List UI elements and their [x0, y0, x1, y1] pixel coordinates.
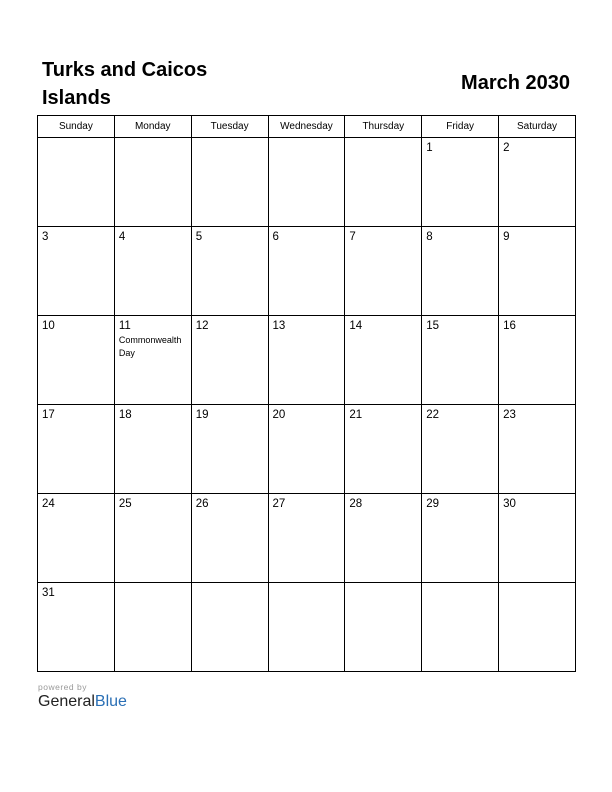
day-cell [114, 405, 191, 494]
day-cell [38, 227, 115, 316]
weekday-header: Monday [114, 116, 191, 138]
day-number: 24 [42, 498, 55, 510]
brand-logo-general: General [38, 693, 95, 710]
day-number: 11 [118, 320, 131, 332]
day-number: 12 [195, 320, 209, 332]
day-cell [345, 494, 422, 583]
day-number: 6 [272, 231, 279, 243]
day-cell [38, 405, 115, 494]
day-cell [191, 405, 268, 494]
day-cell [345, 405, 422, 494]
day-cell [38, 316, 115, 405]
day-cell [422, 138, 499, 227]
day-cell [268, 138, 345, 227]
day-cell [345, 227, 422, 316]
day-number: 26 [195, 498, 209, 510]
week-row [38, 405, 576, 494]
day-number: 28 [349, 498, 363, 510]
day-number: 16 [503, 320, 516, 332]
day-number: 25 [118, 498, 132, 510]
day-number: 15 [426, 320, 440, 332]
day-cell [422, 316, 499, 405]
day-number: 27 [272, 498, 286, 510]
weekday-header: Wednesday [268, 116, 345, 138]
brand-logo [38, 693, 127, 711]
day-number: 21 [349, 409, 363, 421]
holiday-label: Commonwealth Day [118, 335, 182, 358]
day-number: 2 [503, 142, 510, 154]
day-cell [345, 316, 422, 405]
day-number: 13 [272, 320, 286, 332]
day-number: 23 [503, 409, 516, 421]
day-cell [191, 583, 268, 672]
weekday-header: Sunday [38, 116, 115, 138]
day-cell [38, 583, 115, 672]
day-cell [422, 494, 499, 583]
day-number: 30 [503, 498, 516, 510]
day-cell [38, 138, 115, 227]
day-number: 9 [503, 231, 510, 243]
calendar-region-title: Turks and Caicos Islands [42, 59, 208, 109]
day-cell [499, 227, 576, 316]
brand-logo-blue: Blue [94, 693, 127, 710]
weekday-header: Tuesday [191, 116, 268, 138]
day-number: 18 [118, 409, 132, 421]
day-number: 29 [426, 498, 440, 510]
footer-branding [38, 682, 127, 711]
day-cell [268, 405, 345, 494]
day-cell [422, 583, 499, 672]
day-cell [499, 494, 576, 583]
day-number: 17 [42, 409, 55, 421]
day-cell [268, 227, 345, 316]
day-cell [422, 405, 499, 494]
week-row [38, 227, 576, 316]
day-cell [268, 583, 345, 672]
weekday-header-row [38, 116, 576, 138]
powered-by-label: powered by [38, 682, 87, 692]
calendar-grid [37, 115, 576, 672]
day-number: 7 [349, 231, 356, 243]
calendar-month-title: March 2030 [461, 72, 570, 94]
day-number: 19 [195, 409, 209, 421]
week-row [38, 494, 576, 583]
day-cell [114, 494, 191, 583]
day-number: 22 [426, 409, 440, 421]
day-cell [268, 316, 345, 405]
day-cell [114, 138, 191, 227]
day-cell [114, 227, 191, 316]
day-cell [268, 494, 345, 583]
day-number: 10 [42, 320, 55, 332]
day-cell [191, 494, 268, 583]
day-cell [191, 316, 268, 405]
day-number: 3 [42, 231, 49, 243]
weekday-header: Saturday [499, 116, 576, 138]
weekday-header: Thursday [345, 116, 422, 138]
week-row [38, 583, 576, 672]
day-cell [499, 583, 576, 672]
day-number: 31 [42, 587, 55, 599]
day-number: 4 [118, 231, 126, 243]
week-row [38, 138, 576, 227]
day-cell [345, 138, 422, 227]
day-cell [38, 494, 115, 583]
day-cell [422, 227, 499, 316]
day-cell [345, 583, 422, 672]
day-cell [191, 227, 268, 316]
day-cell [114, 583, 191, 672]
day-cell [114, 316, 191, 405]
day-number: 1 [426, 142, 433, 154]
week-row [38, 316, 576, 405]
day-cell [191, 138, 268, 227]
day-cell [499, 405, 576, 494]
day-cell [499, 138, 576, 227]
day-number: 8 [426, 231, 433, 243]
day-number: 20 [272, 409, 286, 421]
day-number: 5 [195, 231, 203, 243]
day-number: 14 [349, 320, 363, 332]
weekday-header: Friday [422, 116, 499, 138]
day-cell [499, 316, 576, 405]
